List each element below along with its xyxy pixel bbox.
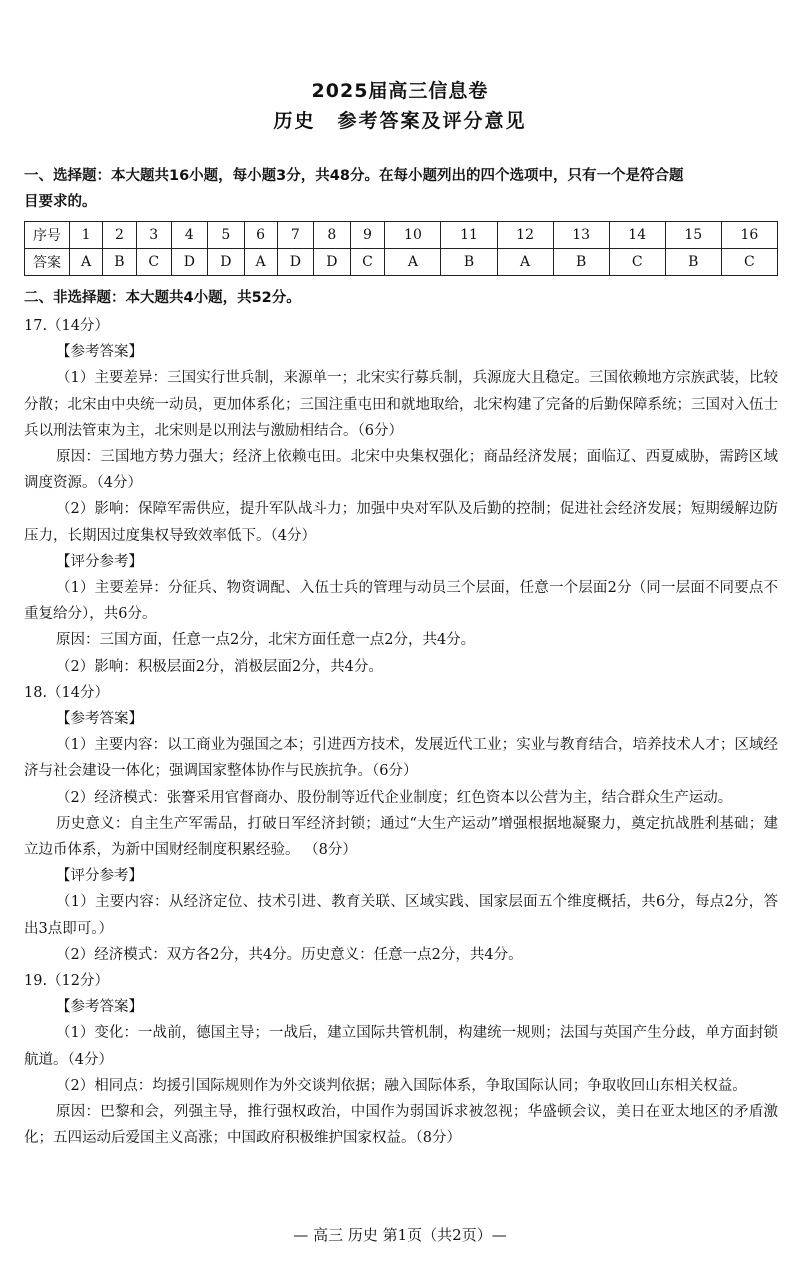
- q18-score-2: （2）经济模式：双方各2分，共4分。历史意义：任意一点2分，共4分。: [56, 946, 523, 963]
- question-17-number: 17.（14分）: [24, 318, 110, 334]
- answer-cell: D: [171, 249, 207, 276]
- answer-cell: D: [277, 249, 313, 276]
- subject-label: 历史: [273, 110, 316, 132]
- section2-content: [24, 313, 778, 1152]
- page-footer: — 高三 历史 第1页（共2页）—: [293, 1226, 507, 1244]
- q17-score-2: （2）影响：积极层面2分，消极层面2分，共4分。: [56, 658, 383, 675]
- question-number-cell: 4: [171, 222, 207, 249]
- answer-cell: A: [244, 249, 277, 276]
- reference-answer-tag: 【参考答案】: [56, 999, 143, 1016]
- question-number-cell: 5: [208, 222, 244, 249]
- reference-answer-tag: 【参考答案】: [56, 344, 143, 361]
- answer-table: [24, 221, 778, 276]
- question-number-cell: 8: [314, 222, 350, 249]
- row-label: 序号: [25, 222, 70, 249]
- question-number-cell: 7: [277, 222, 313, 249]
- q19-answer-1: （1）变化：一战前，德国主导；一战后，建立国际共管机制，构建统一规则；法国与英国产生分歧，单方面封锁航道。（4分）: [24, 1025, 778, 1068]
- question-number-cell: 9: [350, 222, 385, 249]
- answer-cell: B: [441, 249, 497, 276]
- question-number-cell: 12: [497, 222, 553, 249]
- page-subtitle: [0, 106, 800, 133]
- answer-table-number-row: [25, 222, 778, 249]
- question-number-cell: 1: [70, 222, 103, 249]
- q17-answer-1: （1）主要差异：三国实行世兵制，来源单一；北宋实行募兵制，兵源庞大且稳定。三国依赖地方宗族武装，比较分散；北宋由中央统一动员，更加体系化；三国注重屯田和就地取给，北宋构建了完备的后勤保障系统；三国对入伍士兵以刑法管束为主，北宋则是以刑法与激励相结合。（6分）: [24, 370, 778, 439]
- subtitle-text: 参考答案及评分意见: [337, 110, 527, 132]
- question-number-cell: 6: [244, 222, 277, 249]
- question-number-cell: 14: [609, 222, 665, 249]
- question-number-cell: 13: [553, 222, 609, 249]
- scoring-reference-tag: 【评分参考】: [56, 868, 143, 885]
- question-number-cell: 3: [136, 222, 171, 249]
- q17-score-1: （1）主要差异：分征兵、物资调配、入伍士兵的管理与动员三个层面，任意一个层面2分（同一层面不同要点不重复给分），共6分。: [24, 580, 778, 623]
- answer-cell: A: [385, 249, 441, 276]
- reference-answer-tag: 【参考答案】: [56, 711, 143, 728]
- question-18-number: 18.（14分）: [24, 684, 110, 701]
- question-number-cell: 11: [441, 222, 497, 249]
- question-number-cell: 15: [665, 222, 721, 249]
- row-label: 答案: [25, 249, 70, 276]
- answer-table-answer-row: [25, 249, 778, 276]
- section1-heading-line2: 目要求的。: [24, 194, 97, 210]
- answer-cell: C: [350, 249, 385, 276]
- page-title: 2025届高三信息卷: [311, 80, 489, 102]
- answer-cell: C: [136, 249, 171, 276]
- answer-cell: A: [70, 249, 103, 276]
- answer-cell: C: [609, 249, 665, 276]
- q18-answer-1: （1）主要内容：以工商业为强国之本；引进西方技术，发展近代工业；实业与教育结合，培养技术人才；区域经济与社会建设一体化；强调国家整体协作与民族抗争。（6分）: [24, 737, 778, 780]
- question-number-cell: 10: [385, 222, 441, 249]
- section2-heading: 二、非选择题：本大题共4小题，共52分。: [24, 290, 301, 306]
- answer-cell: B: [553, 249, 609, 276]
- answer-cell: D: [314, 249, 350, 276]
- q17-score-reason: 原因：三国方面，任意一点2分，北宋方面任意一点2分，共4分。: [56, 632, 476, 649]
- q17-answer-reason: 原因：三国地方势力强大；经济上依赖屯田。北宋中央集权强化；商品经济发展；面临辽、西夏威胁，需跨区域调度资源。（4分）: [24, 449, 778, 492]
- q18-answer-significance: 历史意义：自主生产军需品，打破日军经济封锁；通过“大生产运动”增强根据地凝聚力，奠定抗战胜利基础；建立边币体系，为新中国财经制度积累经验。 （8分）: [24, 815, 778, 859]
- section1-heading: [24, 163, 784, 215]
- answer-cell: A: [497, 249, 553, 276]
- question-number-cell: 16: [721, 222, 777, 249]
- section1-heading-line1: 一、选择题：本大题共16小题，每小题3分，共48分。在每小题列出的四个选项中，只有一个是符合题: [24, 168, 684, 184]
- answer-cell: B: [103, 249, 137, 276]
- answer-cell: C: [721, 249, 777, 276]
- q19-answer-2: （2）相同点：均援引国际规则作为外交谈判依据；融入国际体系，争取国际认同；争取收回山东相关权益。: [56, 1077, 747, 1094]
- answer-cell: D: [208, 249, 244, 276]
- q17-answer-2: （2）影响：保障军需供应，提升军队战斗力；加强中央对军队及后勤的控制；促进社会经济发展；短期缓解边防压力，长期因过度集权导致效率低下。（4分）: [24, 501, 778, 544]
- question-number-cell: 2: [103, 222, 137, 249]
- q19-answer-reason: 原因：巴黎和会，列强主导，推行强权政治，中国作为弱国诉求被忽视；华盛顿会议，美日在亚太地区的矛盾激化；五四运动后爱国主义高涨；中国政府积极维护国家权益。（8分）: [24, 1104, 778, 1147]
- question-19-number: 19.（12分）: [24, 973, 110, 990]
- q18-score-1: （1）主要内容：从经济定位、技术引进、教育关联、区域实践、国家层面五个维度概括，共6分，每点2分，答出3点即可。）: [24, 894, 778, 937]
- answer-cell: B: [665, 249, 721, 276]
- q18-answer-2: （2）经济模式：张謇采用官督商办、股份制等近代企业制度；红色资本以公营为主，结合群众生产运动。: [56, 789, 733, 806]
- scoring-reference-tag: 【评分参考】: [56, 553, 143, 570]
